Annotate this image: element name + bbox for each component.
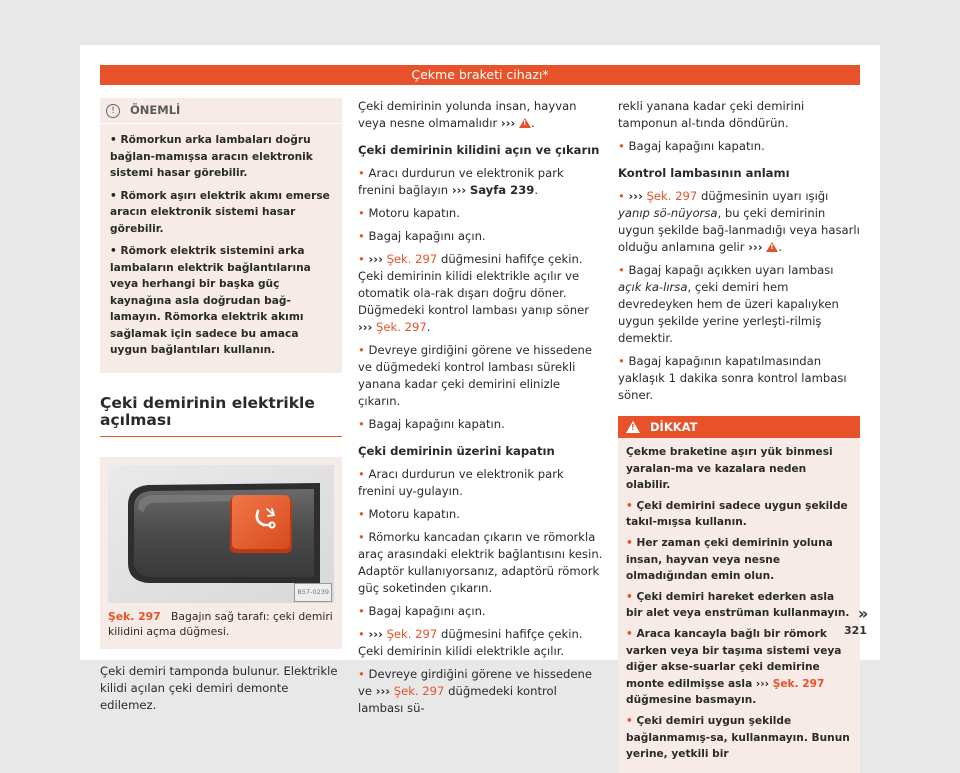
figure-link[interactable]: Şek. 297 [646,189,698,203]
warning-intro: Çekme braketine aşırı yük binmesi yaralan-ma ve kazalara neden olabilir. [626,446,833,492]
note-item: • Römork elektrik sistemini arka lambaların elektrik bağlantılarına veya herhangi bir başka güç kaynağına asla doğrudan bağ-lamayın. Römorka elektrik akımı sağlamak için sadece bu amaca uygun bağlantıları kullanın. [110,245,311,356]
step-item: • Bagaj kapağını kapatın. [618,139,765,153]
column-right [618,98,860,773]
warning-box [618,416,860,773]
figure-link[interactable]: Şek. 297 [386,252,438,266]
warning-item: • Çeki demirini sadece uygun şekilde takıl-mışsa kullanın. [626,499,848,529]
warning-body [618,438,860,773]
continued-text: rekli yanana kadar çeki demirini tamponun al-tında döndürün. [618,99,805,130]
subheading-unlock: Çeki demirinin kilidini açın ve çıkarın [358,143,600,157]
warning-item: • Çeki demiri hareket ederken asla bir alet veya enstrüman kullanmayın. [626,590,850,620]
warning-icon [766,242,778,252]
step-item: • Devreye girdiğini görene ve hissedene ve düğmedeki kontrol lambası sürekli yanana kadar çeki demirini elinizle çıkarın. [358,343,593,408]
body-paragraph: Çeki demiri tamponda bulunur. Elektrikle kilidi açılan çeki demiri demonte edilemez. [100,663,338,712]
figure-link[interactable]: Şek. 297 [393,684,445,698]
warning-header [618,416,860,438]
note-body [100,124,342,359]
lamp-item: • Bagaj kapağı açıkken uyarı lambası açık ka-lırsa, çeki demiri hem devredeyken hem de üzeri kapalıyken uygun şekilde yerine yerleşti-rilmiş demektir. [618,263,839,345]
step-item: • Aracı durdurun ve elektronik park frenini uy-gulayın. [358,467,564,498]
warning-item: • Araca kancayla bağlı bir römork varken veya bir taşıma sistemi veya diğer akse-suarlar çeki demirine monte edilmişse asla ››› Şek. 297 düğmesine basmayın. [626,627,842,707]
step-item: • ››› Şek. 297 düğmesini hafifçe çekin. Çeki demirinin kilidi elektrikle açılır. [358,627,583,658]
step-item: • Bagaj kapağını açın. [358,229,486,243]
lamp-item: • ››› Şek. 297 düğmesinin uyarı ışığı yanıp sö-nüyorsa, bu çeki demirinin uygun şekilde bağ-lanmadığı veya hasarlı olduğu anlamına gelir ››› ! . [618,188,860,256]
note-item: • Römorkun arka lambaları doğru bağlan-mamışsa aracın elektronik sistemi hasar görebilir. [110,134,313,179]
note-header [100,98,342,124]
figure-caption: Şek. 297 Bagajın sağ tarafı: çeki demiri kilidini açma düğmesi. [108,609,333,638]
step-item: • Aracı durdurun ve elektronik park frenini bağlayın ››› Sayfa 239. [358,166,564,197]
figure-link[interactable]: Şek. 297 [376,320,427,334]
continue-arrow: » [858,604,869,623]
chapter-header: Çekme braketi cihazı* [100,65,860,85]
figure-box [100,457,342,649]
section-title: Çeki demirinin elektrikle açılması [100,395,342,437]
warning-item: • Her zaman çeki demirinin yoluna insan, hayvan veya nesne olmadığından emin olun. [626,536,833,583]
step-item: • Bagaj kapağını kapatın. [358,417,505,431]
intro-paragraph: Çeki demirinin yolunda insan, hayvan veya nesne olmamalıdır ››› ! . [358,98,603,132]
warning-icon [519,118,531,128]
step-item: • Motoru kapatın. [358,206,460,220]
page-link[interactable]: Sayfa 239 [469,183,535,197]
note-heading: ÖNEMLİ [130,103,181,117]
subheading-cover: Çeki demirinin üzerini kapatın [358,444,555,458]
step-item: • Römorku kancadan çıkarın ve römorkla araç arasındaki elektrik bağlantısını kesin. Adaptör kullanıyorsanız, adaptörü römork güç soketinden çıkarın. [358,530,603,595]
subheading-lamp: Kontrol lambasının anlamı [618,166,790,180]
figure-code: B57-0239 [294,583,332,602]
lamp-item: • Bagaj kapağının kapatılmasından yaklaşık 1 dakika sonra kontrol lambası söner. [618,354,847,402]
figure-link[interactable]: Şek. 297 [386,627,438,641]
column-left [100,98,342,720]
note-item: • Römork aşırı elektrik akımı emerse aracın elektronik sistemi hasar görebilir. [110,189,330,235]
info-icon: ! [106,104,120,118]
page-number: 321 [844,624,867,637]
warning-item: • Çeki demiri uygun şekilde bağlanmamış-sa, kullanmayın. Bunun yerine, yetkili bir [626,714,850,761]
step-item: • Bagaj kapağını açın. [358,604,486,618]
step-item: • Devreye girdiğini görene ve hissedene ve ››› Şek. 297 düğmedeki kontrol lambası sü- [358,667,593,715]
warning-triangle-icon [626,421,640,433]
step-item: • Motoru kapatın. [358,507,460,521]
step-item: • ››› Şek. 297 düğmesini hafifçe çekin. Çeki demirinin kilidi elektrikle açılır ve otomatik ola-rak dışarı doğru döner. Düğmedeki kontrol lambası yanıp söner ››› Şek. 297. [358,252,589,334]
column-middle [358,98,603,723]
important-note-box [100,98,342,373]
warning-heading: DİKKAT [650,419,698,434]
figure-link[interactable]: Şek. 297 [772,677,825,690]
figure-image [108,465,334,603]
